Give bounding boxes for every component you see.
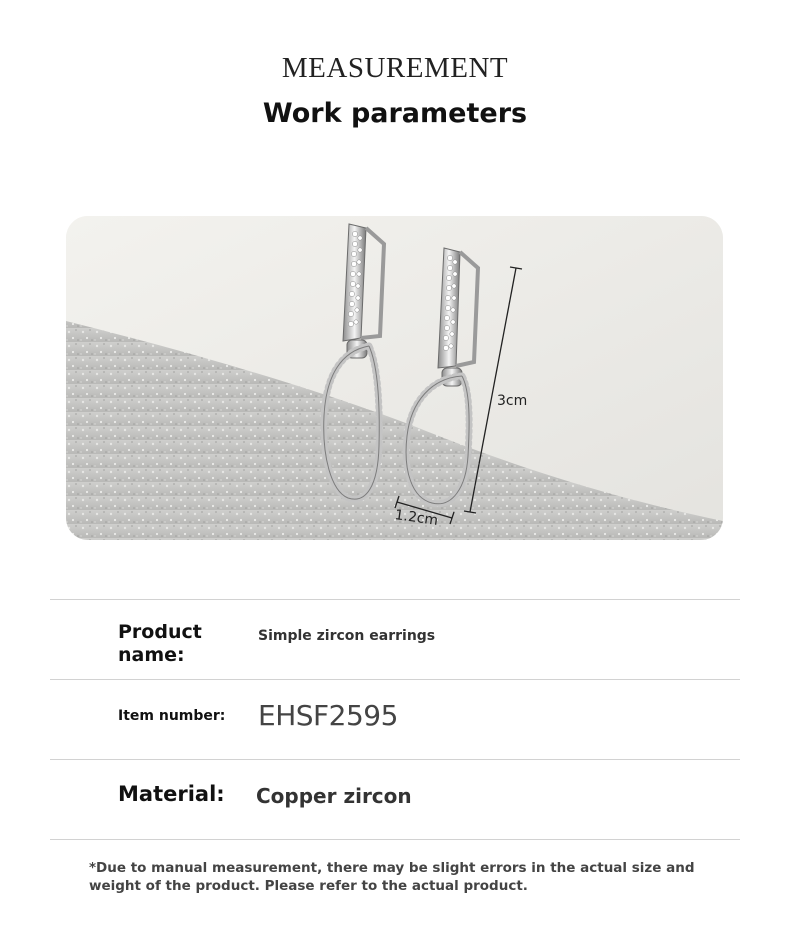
width-label: 1.2cm	[393, 507, 440, 529]
divider-bottom	[50, 839, 740, 840]
spec-label-product-name: Product name:	[118, 621, 202, 666]
page-subtitle: Work parameters	[262, 98, 528, 129]
product-photo	[66, 216, 723, 540]
measurement-disclaimer: *Due to manual measurement, there may be slight errors in the actual size and weight of the product. Please refer to the actual product.	[89, 860, 695, 894]
divider-row-2	[50, 759, 740, 760]
spec-value-item-number: EHSF2595	[258, 699, 398, 732]
divider-row-1	[50, 679, 740, 680]
spec-label-item-number: Item number:	[118, 708, 226, 724]
spec-label-material: Material:	[118, 782, 225, 806]
height-label: 3cm	[497, 393, 528, 409]
page-title: MEASUREMENT	[281, 52, 509, 84]
spec-value-product-name: Simple zircon earrings	[258, 628, 436, 644]
divider-top	[50, 599, 740, 600]
spec-value-material: Copper zircon	[256, 784, 412, 808]
